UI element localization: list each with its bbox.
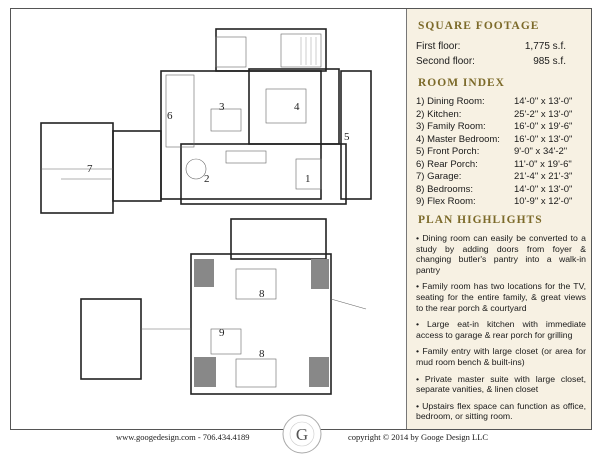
room-index-list <box>416 96 588 209</box>
room-row <box>416 109 588 122</box>
highlight-item: • Large eat-in kitchen with immediate access to garage & rear porch for grilling <box>416 319 586 340</box>
sf-row-first <box>416 41 566 52</box>
room-row <box>416 184 588 197</box>
room-label: 3) Family Room: <box>416 121 486 132</box>
room-label: 8) Bedrooms: <box>416 183 474 195</box>
room-label: 1) Dining Room: <box>416 96 485 107</box>
room-dims: 21'-4" x 21'-3" <box>514 171 573 182</box>
footer-copyright: copyright © 2014 by Googe Design LLC <box>348 432 489 442</box>
googe-design-logo <box>282 414 322 454</box>
room-label: 4) Master Bedroom: <box>416 133 500 145</box>
highlight-item: • Private master suite with large closet, separate vanities, & linen closet <box>416 373 586 395</box>
room-dims: 10'-9" x 12'-0" <box>514 196 573 207</box>
room-label: 6) Rear Porch: <box>416 158 478 170</box>
room-row <box>416 121 588 134</box>
sf-label: Second floor: <box>416 56 475 67</box>
room-index-title: ROOM INDEX <box>418 77 505 89</box>
square-footage-title: SQUARE FOOTAGE <box>418 20 540 32</box>
room-number-9: 9 <box>219 327 225 339</box>
room-dims: 14'-0" x 13'-0" <box>514 183 573 195</box>
room-number-4: 4 <box>294 101 300 113</box>
sf-label: First floor: <box>416 41 461 52</box>
sf-row-second <box>416 56 566 67</box>
room-label: 2) Kitchen: <box>416 108 462 120</box>
room-dims: 11'-0" x 19'-6" <box>514 158 572 170</box>
brochure-page <box>10 8 592 430</box>
room-row <box>416 171 588 184</box>
highlight-item: • Family entry with large closet (or area for mud room bench & built-ins) <box>416 346 586 367</box>
room-number-8-upper: 8 <box>259 288 265 300</box>
info-sidebar <box>407 9 591 429</box>
sf-value: 985 s.f. <box>533 56 566 67</box>
highlight-item: • Upstairs flex space can function as office, bedroom, or sitting room. <box>416 400 586 422</box>
room-number-6: 6 <box>167 110 173 122</box>
highlight-item: • Family room has two locations for the TV, seating for the entire family, & great views to the rear porch & courtyard <box>416 281 586 313</box>
floor-plans-area <box>11 9 407 429</box>
room-number-2: 2 <box>204 173 210 185</box>
room-row <box>416 196 588 209</box>
room-dims: 25'-2" x 13'-0" <box>514 108 573 120</box>
room-row <box>416 146 588 159</box>
sf-value: 1,775 s.f. <box>524 41 566 52</box>
highlight-item: • Dining room can easily be converted to a study by adding doors from foyer & changing butler's pantry into a walk-in pantry <box>416 233 586 275</box>
room-row <box>416 96 588 109</box>
room-label: 5) Front Porch: <box>416 146 480 157</box>
first-floor-plan <box>11 9 406 429</box>
plan-highlights-title: PLAN HIGHLIGHTS <box>418 214 543 226</box>
logo-letter: G <box>295 425 309 444</box>
room-dims: 9'-0" x 34'-2" <box>514 146 568 157</box>
room-number-8-lower: 8 <box>259 348 265 360</box>
room-label: 9) Flex Room: <box>416 196 476 207</box>
room-number-3: 3 <box>219 101 225 113</box>
highlights-list <box>416 233 586 428</box>
footer <box>10 425 590 468</box>
room-number-1: 1 <box>305 173 311 185</box>
room-row <box>416 159 588 172</box>
room-dims: 16'-0" x 19'-6" <box>514 121 573 132</box>
room-dims: 16'-0" x 13'-0" <box>514 133 573 145</box>
room-label: 7) Garage: <box>416 171 462 182</box>
room-number-5: 5 <box>344 131 350 143</box>
room-row <box>416 134 588 147</box>
room-number-7: 7 <box>87 163 93 175</box>
footer-contact: www.googedesign.com - 706.434.4189 <box>116 432 250 442</box>
room-dims: 14'-0" x 13'-0" <box>514 96 573 107</box>
